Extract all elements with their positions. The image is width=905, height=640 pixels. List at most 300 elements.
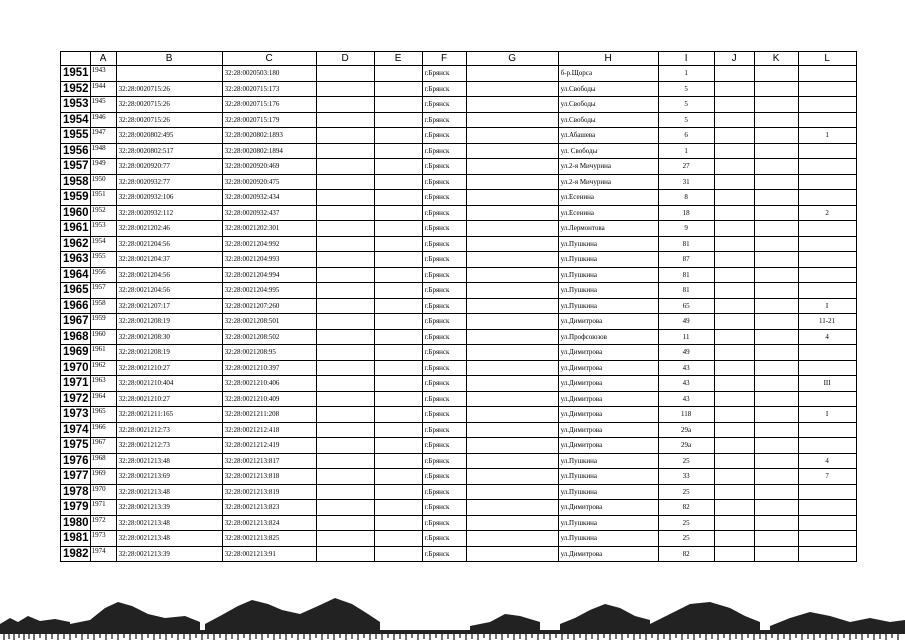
table-row [61,267,857,283]
cell-d [316,391,374,407]
cell-h: б-р.Щорса [558,66,658,82]
cell-d [316,453,374,469]
cell-j [714,143,754,159]
cell-c: 32:28:0021208:502 [222,329,316,345]
cell-a: 1967 [90,438,116,454]
row-number: 1967 [61,314,91,330]
cell-a: 1951 [90,190,116,206]
cell-k [754,81,798,97]
table-row [61,500,857,516]
table-row [61,546,857,562]
cell-g [466,143,558,159]
cell-j [714,190,754,206]
row-number: 1974 [61,422,91,438]
cell-d [316,376,374,392]
cell-h: ул.Есенина [558,190,658,206]
cell-g [466,531,558,547]
cell-l [798,252,856,268]
row-number: 1976 [61,453,91,469]
table-row [61,422,857,438]
cell-c: 32:28:0020802:1893 [222,128,316,144]
cell-a: 1956 [90,267,116,283]
cell-a: 1952 [90,205,116,221]
cell-g [466,159,558,175]
cell-f: г.Брянск [422,484,466,500]
cell-b: 32:28:0021213:69 [116,469,222,485]
cell-d [316,190,374,206]
cell-f: г.Брянск [422,469,466,485]
row-number: 1968 [61,329,91,345]
column-header-i: I [658,52,714,66]
cell-l [798,112,856,128]
cell-k [754,329,798,345]
cell-b: 32:28:0021204:56 [116,236,222,252]
table-row [61,345,857,361]
cell-h: ул.Димитрова [558,314,658,330]
cell-h: ул.Пушкина [558,484,658,500]
cell-h: ул.Пушкина [558,236,658,252]
cell-h: ул.Димитрова [558,345,658,361]
cell-f: г.Брянск [422,112,466,128]
row-number: 1972 [61,391,91,407]
cell-e [374,221,422,237]
cell-l [798,422,856,438]
cell-f: г.Брянск [422,438,466,454]
cell-h: ул.Димитрова [558,376,658,392]
cell-i: 43 [658,391,714,407]
cell-k [754,205,798,221]
row-number: 1982 [61,546,91,562]
cell-e [374,252,422,268]
cell-f: г.Брянск [422,531,466,547]
cell-f: г.Брянск [422,360,466,376]
table-row [61,407,857,423]
cell-e [374,128,422,144]
table-row [61,221,857,237]
cell-f: г.Брянск [422,81,466,97]
cell-a: 1961 [90,345,116,361]
cell-g [466,329,558,345]
cell-e [374,515,422,531]
cell-g [466,112,558,128]
cell-f: г.Брянск [422,298,466,314]
cell-e [374,469,422,485]
cell-g [466,546,558,562]
cell-g [466,97,558,113]
cell-d [316,314,374,330]
column-header-c: C [222,52,316,66]
row-number: 1971 [61,376,91,392]
row-number: 1955 [61,128,91,144]
cell-b: 32:28:0021210:404 [116,376,222,392]
cell-k [754,221,798,237]
cell-f: г.Брянск [422,422,466,438]
cell-i: 11 [658,329,714,345]
cell-c: 32:28:0021204:995 [222,283,316,299]
cell-l [798,283,856,299]
cell-h: ул.Есенина [558,205,658,221]
table-row [61,376,857,392]
cell-b: 32:28:0021210:27 [116,391,222,407]
cell-b: 32:28:0021207:17 [116,298,222,314]
cell-i: 82 [658,500,714,516]
row-number: 1964 [61,267,91,283]
table-row [61,81,857,97]
cell-f: г.Брянск [422,221,466,237]
cell-j [714,484,754,500]
cell-f: г.Брянск [422,128,466,144]
cell-i: 49 [658,345,714,361]
cell-b: 32:28:0021212:73 [116,438,222,454]
cell-k [754,500,798,516]
cell-h: ул.Профсоюзов [558,329,658,345]
cell-a: 1945 [90,97,116,113]
cell-d [316,329,374,345]
cell-i: 43 [658,376,714,392]
cell-j [714,298,754,314]
cell-i: 81 [658,236,714,252]
cell-f: г.Брянск [422,314,466,330]
cell-e [374,345,422,361]
cell-k [754,236,798,252]
cell-d [316,252,374,268]
cell-l [798,546,856,562]
cell-b: 32:28:0021204:37 [116,252,222,268]
cell-b: 32:28:0021204:56 [116,267,222,283]
cell-d [316,143,374,159]
table-row [61,283,857,299]
cell-i: 25 [658,531,714,547]
cell-c: 32:28:0021211:208 [222,407,316,423]
cell-b: 32:28:0021202:46 [116,221,222,237]
cell-c: 32:28:0021213:817 [222,453,316,469]
cell-h: ул.Пушкина [558,531,658,547]
cell-c: 32:28:0021204:992 [222,236,316,252]
cell-g [466,221,558,237]
cell-b: 32:28:0021213:39 [116,500,222,516]
cell-l [798,221,856,237]
cell-l [798,438,856,454]
cell-d [316,515,374,531]
cell-h: ул.Димитрова [558,438,658,454]
cell-g [466,66,558,82]
cell-a: 1960 [90,329,116,345]
cell-d [316,267,374,283]
row-number: 1962 [61,236,91,252]
cell-c: 32:28:0021213:819 [222,484,316,500]
cell-j [714,329,754,345]
cell-g [466,515,558,531]
cell-c: 32:28:0020715:173 [222,81,316,97]
cell-j [714,112,754,128]
cell-a: 1953 [90,221,116,237]
cell-a: 1970 [90,484,116,500]
cell-j [714,221,754,237]
cell-c: 32:28:0021210:406 [222,376,316,392]
cell-h: ул.2-я Мичурина [558,159,658,175]
cell-h: ул.Димитрова [558,546,658,562]
cell-b: 32:28:0021210:27 [116,360,222,376]
cell-i: 43 [658,360,714,376]
cell-e [374,174,422,190]
cell-d [316,128,374,144]
cell-c: 32:28:0021208:501 [222,314,316,330]
cell-a: 1949 [90,159,116,175]
cell-l [798,174,856,190]
row-number: 1969 [61,345,91,361]
row-number: 1978 [61,484,91,500]
cell-i: 87 [658,252,714,268]
cell-b: 32:28:0021213:48 [116,531,222,547]
cell-f: г.Брянск [422,159,466,175]
cell-f: г.Брянск [422,515,466,531]
cell-j [714,422,754,438]
cell-e [374,236,422,252]
cell-d [316,546,374,562]
row-number: 1979 [61,500,91,516]
table-row [61,236,857,252]
cell-h: ул.Димитрова [558,391,658,407]
table-row [61,252,857,268]
cell-a: 1955 [90,252,116,268]
cell-g [466,267,558,283]
cell-h: ул.Димитрова [558,360,658,376]
cell-k [754,143,798,159]
column-header-a: A [90,52,116,66]
cell-b: 32:28:0020802:517 [116,143,222,159]
cell-c: 32:28:0021202:301 [222,221,316,237]
row-number: 1960 [61,205,91,221]
row-number: 1981 [61,531,91,547]
cell-d [316,81,374,97]
cell-l [798,484,856,500]
cell-g [466,500,558,516]
cell-g [466,391,558,407]
cell-d [316,236,374,252]
row-number: 1977 [61,469,91,485]
cell-f: г.Брянск [422,546,466,562]
cell-b: 32:28:0020802:495 [116,128,222,144]
cell-d [316,159,374,175]
cell-l: 1 [798,128,856,144]
cell-i: 29а [658,422,714,438]
column-header-l: L [798,52,856,66]
column-header-row [61,52,857,66]
cell-g [466,438,558,454]
cell-f: г.Брянск [422,236,466,252]
cell-e [374,205,422,221]
cell-i: 5 [658,112,714,128]
cell-h: ул. Свободы [558,143,658,159]
row-number: 1963 [61,252,91,268]
cell-l: 7 [798,469,856,485]
cell-h: ул.Свободы [558,112,658,128]
cell-b: 32:28:0021211:165 [116,407,222,423]
cell-j [714,376,754,392]
cell-e [374,484,422,500]
cell-k [754,546,798,562]
cell-g [466,236,558,252]
cell-j [714,159,754,175]
cell-g [466,469,558,485]
cell-f: г.Брянск [422,345,466,361]
cell-a: 1968 [90,453,116,469]
cell-j [714,360,754,376]
cell-e [374,422,422,438]
cell-g [466,360,558,376]
cell-l [798,159,856,175]
cell-l [798,345,856,361]
scan-noise-strip [0,594,905,640]
cell-g [466,314,558,330]
row-number: 1973 [61,407,91,423]
cell-c: 32:28:0021204:993 [222,252,316,268]
cell-i: 49 [658,314,714,330]
cell-h: ул.2-я Мичурина [558,174,658,190]
row-number: 1957 [61,159,91,175]
table-row [61,360,857,376]
cell-k [754,438,798,454]
cell-e [374,453,422,469]
cell-l [798,236,856,252]
cell-c: 32:28:0021210:409 [222,391,316,407]
cell-g [466,81,558,97]
cell-g [466,174,558,190]
row-number: 1958 [61,174,91,190]
table-row [61,143,857,159]
cell-h: ул.Свободы [558,81,658,97]
cell-k [754,345,798,361]
cell-l [798,81,856,97]
cell-k [754,391,798,407]
cell-b: 32:28:0021204:56 [116,283,222,299]
cell-b: 32:28:0020932:112 [116,205,222,221]
cell-b: 32:28:0020715:26 [116,97,222,113]
cell-h: ул.Пушкина [558,515,658,531]
cell-d [316,345,374,361]
cell-l [798,360,856,376]
cell-k [754,531,798,547]
cell-b: 32:28:0021213:48 [116,515,222,531]
cell-h: ул.Пушкина [558,252,658,268]
cell-b: 32:28:0020920:77 [116,159,222,175]
cell-e [374,298,422,314]
cell-b: 32:28:0021213:39 [116,546,222,562]
cell-i: 81 [658,283,714,299]
cell-i: 25 [658,453,714,469]
cell-a: 1959 [90,314,116,330]
table-body [61,66,857,562]
cell-d [316,438,374,454]
column-header-h: H [558,52,658,66]
row-number: 1966 [61,298,91,314]
cell-k [754,314,798,330]
cell-b: 32:28:0021213:48 [116,453,222,469]
cell-e [374,500,422,516]
cell-a: 1947 [90,128,116,144]
cell-l [798,267,856,283]
cell-e [374,159,422,175]
cell-i: 29а [658,438,714,454]
cell-l [798,190,856,206]
row-number: 1956 [61,143,91,159]
cell-i: 9 [658,221,714,237]
cell-c: 32:28:0020920:469 [222,159,316,175]
cell-d [316,484,374,500]
cell-f: г.Брянск [422,66,466,82]
table-row [61,190,857,206]
cell-l: I [798,407,856,423]
cell-a: 1965 [90,407,116,423]
cell-k [754,252,798,268]
cell-j [714,128,754,144]
cell-a: 1971 [90,500,116,516]
cell-h: ул.Димитрова [558,422,658,438]
cell-b: 32:28:0021208:30 [116,329,222,345]
cell-a: 1964 [90,391,116,407]
table-row [61,469,857,485]
table-row [61,453,857,469]
cell-a: 1954 [90,236,116,252]
cell-i: 31 [658,174,714,190]
row-number: 1959 [61,190,91,206]
corner-header [61,52,91,66]
cell-f: г.Брянск [422,407,466,423]
cell-l: 4 [798,329,856,345]
cell-b: 32:28:0021208:19 [116,345,222,361]
cell-g [466,298,558,314]
cell-c: 32:28:0021207:260 [222,298,316,314]
cell-a: 1944 [90,81,116,97]
row-number: 1951 [61,66,91,82]
cell-a: 1950 [90,174,116,190]
cell-d [316,360,374,376]
cell-a: 1948 [90,143,116,159]
cell-k [754,66,798,82]
cell-k [754,159,798,175]
cell-i: 81 [658,267,714,283]
cell-f: г.Брянск [422,500,466,516]
cell-d [316,500,374,516]
table-row [61,298,857,314]
cell-j [714,81,754,97]
cell-g [466,283,558,299]
cell-e [374,112,422,128]
cell-c: 32:28:0021213:823 [222,500,316,516]
cell-e [374,283,422,299]
cell-l: 11-21 [798,314,856,330]
cell-f: г.Брянск [422,97,466,113]
table-row [61,159,857,175]
cell-i: 8 [658,190,714,206]
cell-k [754,190,798,206]
cell-k [754,112,798,128]
cell-j [714,314,754,330]
cell-c: 32:28:0021213:825 [222,531,316,547]
cell-d [316,298,374,314]
cell-h: ул.Пушкина [558,267,658,283]
cell-c: 32:28:0021213:818 [222,469,316,485]
cell-l: III [798,376,856,392]
cell-b: 32:28:0020715:26 [116,81,222,97]
table-row [61,438,857,454]
cell-j [714,546,754,562]
table-row [61,531,857,547]
table-row [61,484,857,500]
cell-b: 32:28:0020715:26 [116,112,222,128]
spreadsheet-table [60,51,857,562]
cell-k [754,97,798,113]
